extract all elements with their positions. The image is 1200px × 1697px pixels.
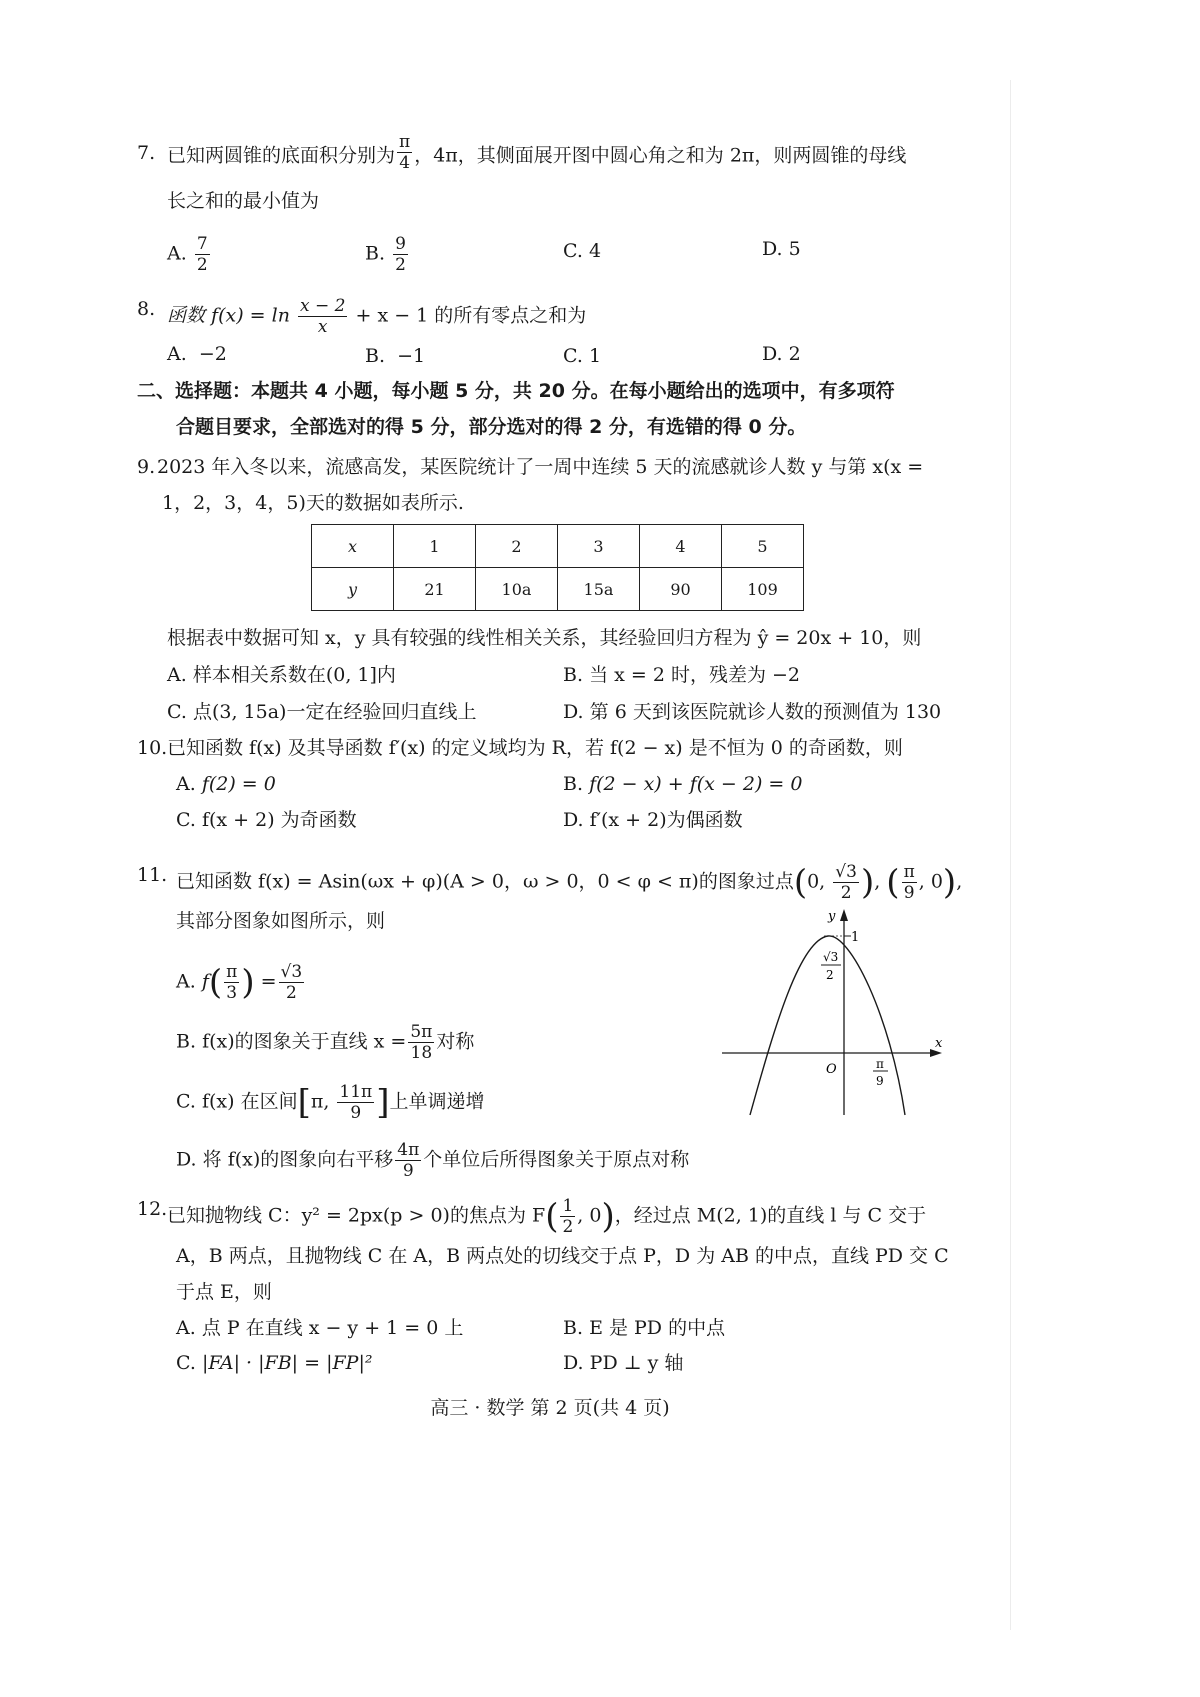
option-c[interactable]: C. 点(3, 15a)一定在经验回归直线上	[167, 701, 477, 723]
table-cell: 2	[476, 525, 558, 568]
question-text-part: 已知两圆锥的底面积分别为	[167, 144, 396, 167]
question-text-line3: 根据表中数据可知 x，y 具有较强的线性相关关系，其经验回归方程为 ŷ = 20x + 10，则	[167, 627, 922, 649]
table-cell: 10a	[476, 568, 558, 611]
section-heading-line1: 二、选择题：本题共 4 小题，每小题 5 分，共 20 分。在每小题给出的选项中，有多项符	[137, 380, 895, 402]
section-heading-line2: 合题目要求，全部选对的得 5 分，部分选对的得 2 分，有选错的得 0 分。	[176, 416, 807, 438]
fraction: $\frac{7}{2}$	[196, 234, 208, 275]
option-b[interactable]: B. $\frac{9}{2}$	[365, 234, 406, 275]
question-text-line2: A，B 两点，且抛物线 C 在 A，B 两点处的切线交于点 P，D 为 AB 的中点，直线 PD 交 C	[176, 1245, 949, 1267]
fraction: $\frac{\pi}{4}$	[399, 132, 411, 173]
option-d[interactable]: D. 2	[762, 343, 801, 365]
option-b[interactable]: B. E 是 PD 的中点	[563, 1317, 726, 1339]
fraction: $\frac{x - 2}{x}$	[299, 296, 346, 337]
option-c[interactable]: C. f(x + 2) 为奇函数	[176, 809, 357, 831]
option-d[interactable]: D. 第 6 天到该医院就诊人数的预测值为 130	[563, 701, 942, 723]
question-number: 9.	[137, 456, 156, 478]
option-c[interactable]: C. |FA| · |FB| = |FP|²	[176, 1352, 373, 1374]
x-tick-pi9-den: 9	[876, 1074, 884, 1088]
option-a[interactable]: A. −2	[167, 343, 227, 365]
data-table	[311, 524, 804, 611]
question-text-line2: 1，2，3，4，5)天的数据如表所示.	[162, 492, 464, 514]
option-d[interactable]: D. f′(x + 2)为偶函数	[563, 809, 743, 831]
page-footer: 高三 · 数学 第 2 页(共 4 页)	[430, 1397, 670, 1419]
table-row	[312, 568, 804, 611]
table-header: y	[312, 568, 394, 611]
y-axis-label: y	[828, 909, 836, 924]
x-tick-pi9-num: π	[876, 1057, 884, 1071]
option-d[interactable]: D. PD ⊥ y 轴	[563, 1352, 684, 1374]
y-tick-sqrt3-num: √3	[823, 950, 839, 964]
option-a[interactable]: A. f( $\frac{\pi}{3}$ ) = $\frac{√3}{2}$	[176, 962, 303, 1003]
function-graph	[720, 905, 950, 1120]
option-b[interactable]: B. 当 x = 2 时，残差为 −2	[563, 664, 800, 686]
option-d[interactable]: D. 将 f(x)的图象向右平移 $\frac{4\pi}{9}$ 个单位后所得图象关于原点对称	[176, 1140, 690, 1181]
option-a[interactable]: A. $\frac{7}{2}$	[167, 234, 208, 275]
table-cell: 1	[394, 525, 476, 568]
option-d[interactable]: D. 5	[762, 238, 801, 260]
question-text: 函数 f(x) = ln $\frac{x - 2}{x}$ + x − 1 的所有零点之和为	[167, 296, 587, 337]
question-text-line3: 于点 E，则	[176, 1281, 272, 1303]
question-number: 7.	[137, 142, 156, 164]
option-c[interactable]: C. 4	[563, 240, 602, 262]
x-axis-label: x	[935, 1036, 943, 1051]
question-text: 已知函数 f(x) = Asin(ωx + φ)(A > 0，ω > 0，0 < φ < π)的图象过点(0, $\frac{√3}{2}$ ), ( $\frac{\pi}{9}$ , 0),	[176, 862, 963, 903]
y-axis-arrow-icon	[840, 909, 848, 921]
table-cell: 109	[722, 568, 804, 611]
question-text-line1: 已知抛物线 C：y² = 2px(p > 0)的焦点为 F( $\frac{1}{2}$ , 0)，经过点 M(2, 1)的直线 l 与 C 交于	[167, 1196, 927, 1237]
question-text: 已知函数 f(x) 及其导函数 f′(x) 的定义域均为 R，若 f(2 − x) 是不恒为 0 的奇函数，则	[167, 737, 903, 759]
question-text	[167, 132, 907, 173]
table-header: x	[312, 525, 394, 568]
table-cell: 3	[558, 525, 640, 568]
fraction: $\frac{9}{2}$	[395, 234, 406, 275]
table-cell: 5	[722, 525, 804, 568]
option-a[interactable]: A. 点 P 在直线 x − y + 1 = 0 上	[176, 1317, 464, 1339]
option-a[interactable]: A. 样本相关系数在(0, 1]内	[167, 664, 396, 686]
option-b[interactable]: B. −1	[365, 345, 426, 367]
question-text-part: ，4π，其侧面展开图中圆心角之和为 2π，则两圆锥的母线	[414, 144, 907, 167]
y-tick-1-label: 1	[851, 930, 860, 945]
origin-label: O	[826, 1062, 837, 1077]
option-a[interactable]: A. f(2) = 0	[176, 773, 276, 795]
option-c[interactable]: C. f(x) 在区间[π, $\frac{11\pi}{9}$ ]上单调递增	[176, 1082, 485, 1123]
table-cell: 21	[394, 568, 476, 611]
option-c[interactable]: C. 1	[563, 345, 602, 367]
option-b[interactable]: B. f(2 − x) + f(x − 2) = 0	[563, 773, 803, 795]
fraction: $\frac{√3}{2}$	[835, 862, 857, 903]
y-tick-sqrt3-den: 2	[826, 968, 834, 982]
question-number: 8.	[137, 298, 156, 320]
fraction: $\frac{\pi}{9}$	[903, 862, 915, 903]
question-text-line2: 长之和的最小值为	[167, 190, 320, 212]
question-number: 10.	[137, 737, 168, 759]
question-number: 12.	[137, 1198, 168, 1220]
question-text-line1: 2023 年入冬以来，流感高发，某医院统计了一周中连续 5 天的流感就诊人数 y 与第 x(x =	[157, 456, 924, 478]
question-number: 11.	[137, 864, 168, 886]
table-cell: 4	[640, 525, 722, 568]
table-row	[312, 525, 804, 568]
question-text-line2: 其部分图象如图所示，则	[176, 910, 386, 932]
table-cell: 15a	[558, 568, 640, 611]
option-b[interactable]: B. f(x)的图象关于直线 x = $\frac{5\pi}{18}$ 对称	[176, 1022, 475, 1063]
table-cell: 90	[640, 568, 722, 611]
